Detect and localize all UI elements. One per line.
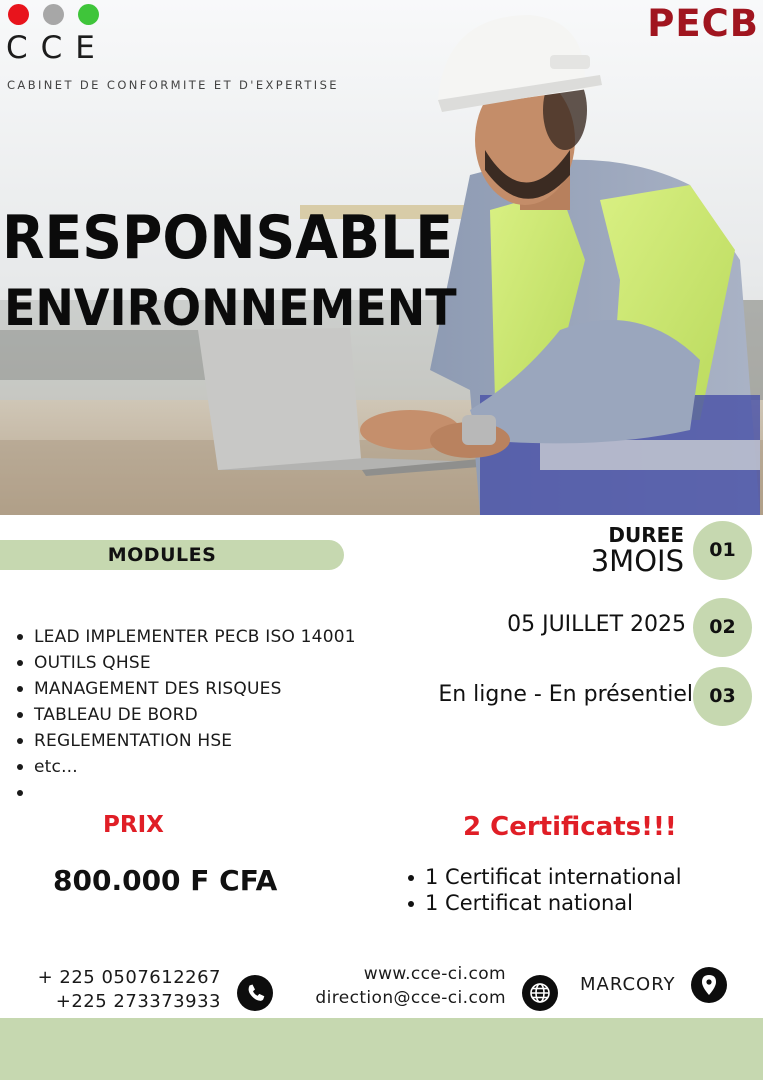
start-date: 05 JUILLET 2025 [507,612,686,637]
phone-icon [237,975,273,1011]
red-dot [8,4,29,25]
globe-icon [522,975,558,1011]
list-item [15,780,356,806]
price-value: 800.000 F CFA [53,864,278,897]
website-link[interactable]: www.cce-ci.com [363,964,506,984]
training-mode: En ligne - En présentiel [438,682,693,707]
badge-01: 01 [693,521,752,580]
list-item: OUTILS QHSE [15,650,356,676]
list-item: TABLEAU DE BORD [15,702,356,728]
green-dot [78,4,99,25]
window-dots [8,4,99,25]
list-item: 1 Certificat international [405,864,682,890]
footer-band [0,1018,763,1080]
duration-label: DUREE [608,523,684,547]
grey-dot [43,4,64,25]
duration-value: 3MOIS [590,544,684,578]
list-item: MANAGEMENT DES RISQUES [15,676,356,702]
phone-number-2[interactable]: +225 273373933 [55,991,221,1012]
badge-02: 02 [693,598,752,657]
badge-03: 03 [693,667,752,726]
price-label: PRIX [103,812,164,838]
location-pin-icon [691,967,727,1003]
certificate-list [405,864,682,916]
email-link[interactable]: direction@cce-ci.com [315,988,506,1008]
hero-banner [0,0,763,515]
phone-numbers [38,966,221,1014]
list-item: LEAD IMPLEMENTER PECB ISO 14001 [15,624,356,650]
cce-logo: CCE [6,30,108,66]
module-list [15,624,356,806]
web-contact [315,962,506,1010]
title-line-1: RESPONSABLE [2,203,453,273]
cce-tagline: CABINET DE CONFORMITE ET D'EXPERTISE [7,78,339,92]
list-item: etc... [15,754,356,780]
modules-heading: MODULES [107,544,217,566]
certificates-title: 2 Certificats!!! [463,812,677,842]
title-line-2: ENVIRONNEMENT [4,279,457,337]
location-text: MARCORY [580,974,676,995]
list-item: 1 Certificat national [405,890,682,916]
pecb-logo: PECB [647,2,759,45]
phone-number-1[interactable]: + 225 0507612267 [37,967,221,988]
list-item: REGLEMENTATION HSE [15,728,356,754]
